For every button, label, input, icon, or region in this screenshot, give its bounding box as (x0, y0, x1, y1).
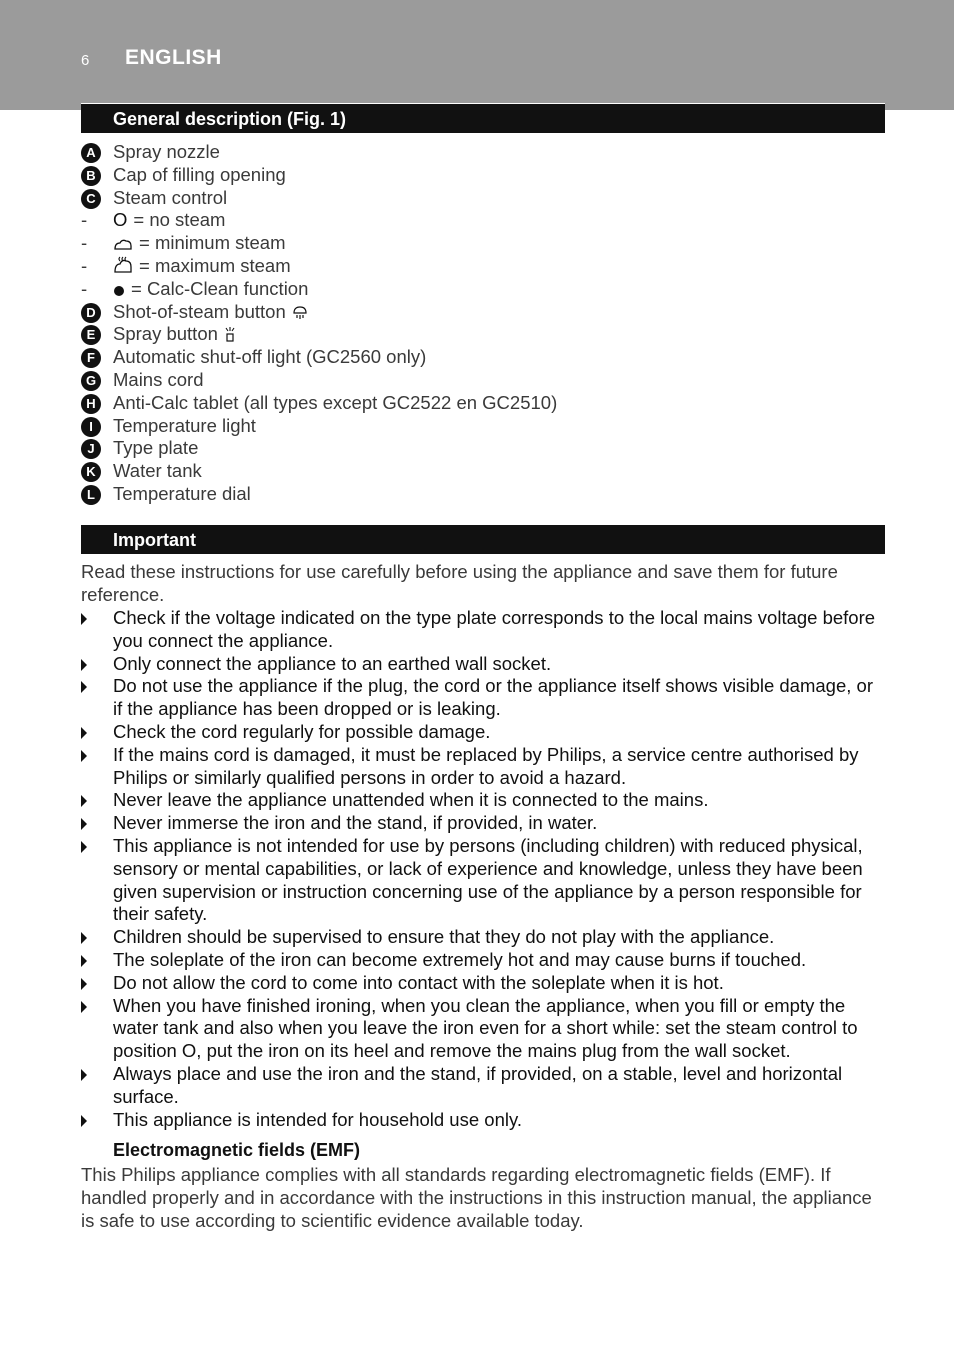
bullet-arrow-icon (81, 932, 87, 944)
bullet-arrow-icon (81, 841, 87, 853)
steam-setting-row (113, 255, 291, 278)
bullet-arrow-icon (81, 795, 87, 807)
safety-bullet-item (81, 926, 885, 949)
part-marker-icon: H (81, 394, 101, 414)
no-steam-symbol: O (113, 209, 128, 231)
bullet-text: Check the cord regularly for possible damage. (113, 720, 491, 742)
section-bar-important (81, 524, 885, 554)
safety-bullet-item (81, 721, 885, 744)
bullet-text: Do not use the appliance if the plug, the cord or the appliance itself shows visible damage, or if the appliance has been dropped or is leaking. (113, 675, 873, 720)
part-label: Spray button (113, 323, 218, 345)
part-row (113, 301, 308, 326)
header-band (0, 0, 954, 110)
part-label: Steam control (113, 186, 228, 208)
safety-bullet-item (81, 949, 885, 972)
part-label: Anti-Calc tablet (all types except GC2522 en GC2510) (113, 391, 558, 413)
steam-setting-label: = maximum steam (139, 254, 291, 276)
bullet-text: If the mains cord is damaged, it must be replaced by Philips, a service centre authorised by Philips or similarly qualified persons in order to avoid a hazard. (113, 743, 859, 788)
safety-bullet-item (81, 972, 885, 995)
steam-setting-row (113, 209, 225, 232)
bullet-text: Always place and use the iron and the stand, if provided, on a stable, level and horizontal surface. (113, 1062, 843, 1107)
bullet-text: Do not allow the cord to come into contact with the soleplate when it is hot. (113, 971, 724, 993)
bullet-arrow-icon (81, 659, 87, 671)
bullet-arrow-icon (81, 727, 87, 739)
safety-bullet-item (81, 835, 885, 926)
bullet-arrow-icon (81, 978, 87, 990)
part-marker-icon: A (81, 143, 101, 163)
part-label: Water tank (113, 460, 202, 482)
bullet-text: The soleplate of the iron can become extremely hot and may cause burns if touched. (113, 948, 807, 970)
part-label: Temperature dial (113, 482, 251, 504)
dot-icon (113, 278, 125, 301)
bullet-arrow-icon (81, 955, 87, 967)
part-marker-icon: F (81, 348, 101, 368)
safety-bullet-item (81, 995, 885, 1063)
safety-bullet-item (81, 675, 885, 721)
safety-bullet-item (81, 744, 885, 790)
part-marker-icon: D (81, 303, 101, 323)
safety-bullet-item (81, 1063, 885, 1109)
safety-bullet-item (81, 1109, 885, 1132)
safety-bullet-item (81, 607, 885, 653)
emf-paragraph: This Philips appliance complies with all standards regarding electromagnetic fields (EMF). If handled properly and in accordance with the instructions in this instruction manual, the appliance is safe to use according to scientific evidence available today. (81, 1164, 872, 1231)
bullet-text: Only connect the appliance to an earthed wall socket. (113, 652, 552, 674)
bullet-arrow-icon (81, 613, 87, 625)
bullet-arrow-icon (81, 681, 87, 693)
dash-marker: - (81, 209, 88, 231)
bullet-text: Children should be supervised to ensure that they do not play with the appliance. (113, 926, 775, 948)
part-marker-icon: J (81, 439, 101, 459)
safety-bullets (81, 607, 885, 1131)
bullet-text: Never immerse the iron and the stand, if provided, in water. (113, 812, 598, 834)
dash-marker: - (81, 232, 88, 254)
part-row (113, 323, 236, 348)
part-marker-icon: I (81, 417, 101, 437)
part-marker-icon: G (81, 371, 101, 391)
part-marker-icon: B (81, 166, 101, 186)
section-title-general-description: General description (Fig. 1) (113, 109, 347, 129)
bullet-arrow-icon (81, 750, 87, 762)
part-label: Automatic shut-off light (GC2560 only) (113, 346, 427, 368)
spray-icon (224, 325, 236, 348)
bullet-arrow-icon (81, 1115, 87, 1127)
bullet-arrow-icon (81, 1001, 87, 1013)
steam-setting-row (113, 278, 308, 301)
dash-marker: - (81, 277, 88, 299)
part-marker-icon: E (81, 325, 101, 345)
part-marker-icon: C (81, 189, 101, 209)
safety-bullet-item (81, 653, 885, 676)
part-label: Cap of filling opening (113, 163, 286, 185)
bullet-arrow-icon (81, 818, 87, 830)
steam-setting-label: = no steam (133, 209, 226, 231)
part-marker-icon: L (81, 485, 101, 505)
shot-of-steam-icon (292, 303, 308, 326)
bullet-arrow-icon (81, 1069, 87, 1081)
part-label: Shot-of-steam button (113, 300, 286, 322)
important-intro: Read these instructions for use carefully before using the appliance and save them for future reference. (81, 561, 838, 605)
bullet-text: This appliance is intended for household use only. (113, 1108, 522, 1130)
page-number: 6 (81, 52, 90, 69)
steam-min-icon (113, 232, 133, 255)
bullet-text: Check if the voltage indicated on the type plate corresponds to the local mains voltage before you connect the appliance. (113, 607, 876, 651)
section-title-important: Important (113, 530, 196, 550)
part-label: Mains cord (113, 368, 204, 390)
bullet-text: This appliance is not intended for use by persons (including children) with reduced physical, sensory or mental capabilities, or lack of experience and knowledge, unless they have been given supervision or instruction concerning use of the appliance by a person responsible for their safety. (113, 834, 863, 925)
bullet-text: Never leave the appliance unattended when it is connected to the mains. (113, 789, 709, 811)
bullet-text: When you have finished ironing, when you clean the appliance, when you fill or empty the water tank and also when you leave the iron even for a short while: set the steam control to position O, put the iron on its heel and remove the mains plug from the wall socket. (113, 994, 858, 1062)
part-label: Temperature light (113, 414, 256, 436)
safety-bullet-item (81, 812, 885, 835)
language-heading: ENGLISH (125, 46, 222, 69)
steam-setting-row (113, 232, 286, 255)
section-bar-general-description (81, 103, 885, 133)
part-label: Type plate (113, 437, 199, 459)
steam-setting-label: = minimum steam (139, 232, 286, 254)
steam-max-icon (113, 255, 133, 278)
dash-marker: - (81, 254, 88, 276)
safety-bullet-item (81, 789, 885, 812)
emf-heading: Electromagnetic fields (EMF) (113, 1140, 361, 1160)
part-label: Spray nozzle (113, 141, 220, 162)
part-marker-icon: K (81, 462, 101, 482)
steam-setting-label: = Calc-Clean function (131, 277, 309, 299)
